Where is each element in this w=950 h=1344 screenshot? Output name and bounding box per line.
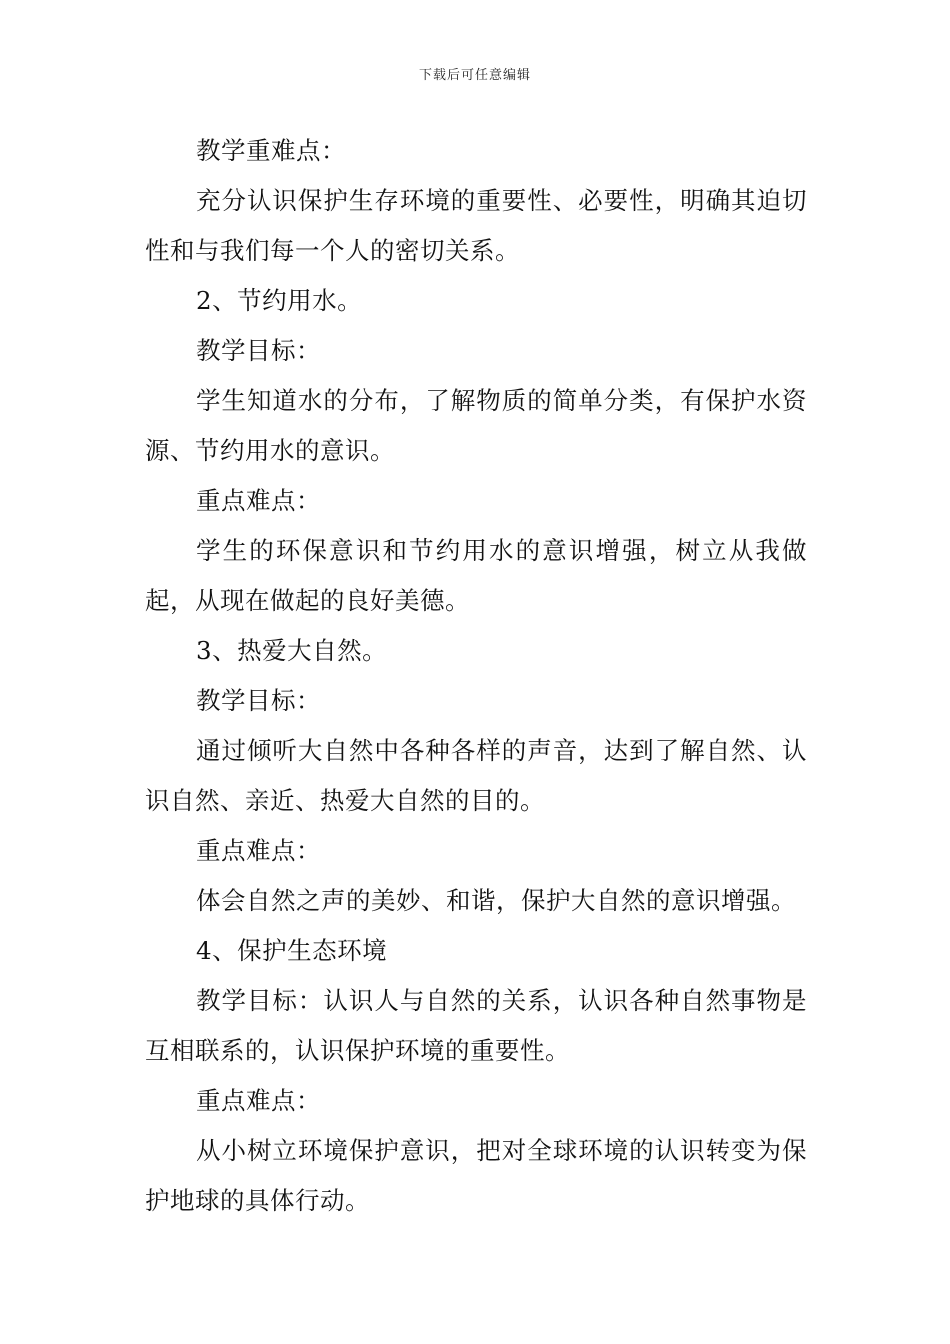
heading-key-difficulties: 重点难点： — [196, 836, 321, 865]
paragraph: 通过倾听大自然中各种各样的声音，达到了解自然、认识自然、亲近、热爱大自然的目的。 — [145, 736, 807, 815]
page-header: 下载后可任意编辑 — [418, 68, 531, 83]
heading-key-difficulties: 重点难点： — [196, 1086, 321, 1115]
heading-teaching-goals: 教学目标： — [196, 686, 321, 715]
heading-key-difficulties: 重点难点： — [196, 486, 321, 515]
paragraph: 体会自然之声的美妙、和谐，保护大自然的意识增强。 — [196, 886, 796, 915]
section-heading: 3、热爱大自然。 — [196, 636, 388, 665]
document-body — [145, 126, 807, 1226]
section-heading: 2、节约用水。 — [196, 286, 363, 315]
section-heading: 4、保护生态环境 — [196, 936, 388, 965]
paragraph: 学生知道水的分布，了解物质的简单分类，有保护水资源、节约用水的意识。 — [145, 386, 807, 465]
paragraph: 教学目标：认识人与自然的关系，认识各种自然事物是互相联系的，认识保护环境的重要性。 — [145, 986, 807, 1065]
paragraph: 充分认识保护生存环境的重要性、必要性，明确其迫切性和与我们每一个人的密切关系。 — [145, 186, 807, 265]
paragraph: 学生的环保意识和节约用水的意识增强，树立从我做起，从现在做起的良好美德。 — [145, 536, 807, 615]
heading-teaching-difficulties: 教学重难点： — [196, 136, 346, 165]
heading-teaching-goals: 教学目标： — [196, 336, 321, 365]
paragraph: 从小树立环境保护意识，把对全球环境的认识转变为保护地球的具体行动。 — [145, 1136, 807, 1215]
